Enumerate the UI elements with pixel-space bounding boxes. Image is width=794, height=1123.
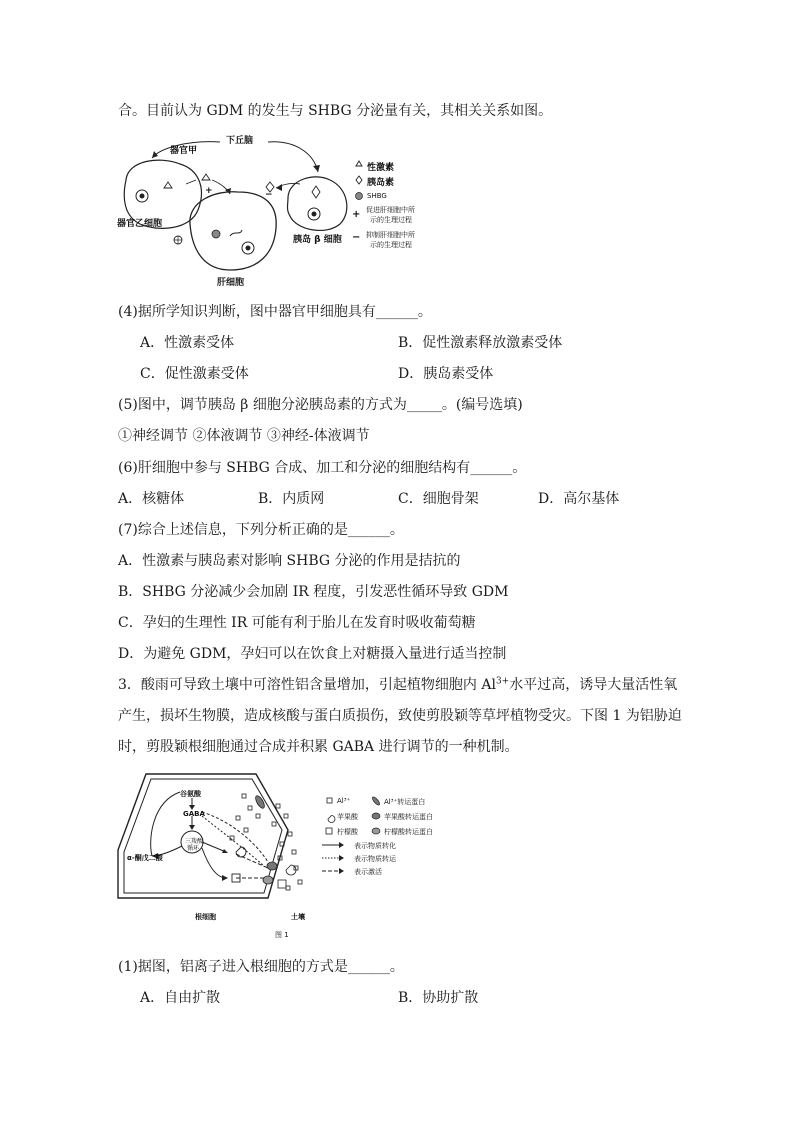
legend-al-icon <box>327 798 332 803</box>
q7-stem: (7)综合上述信息，下列分析正确的是______。 <box>118 522 404 538</box>
fig1-legend-plus-icon: + <box>352 209 361 220</box>
fig2-legend-malate: 苹果酸 <box>337 813 358 821</box>
q5-options: ①神经调节 ②体液调节 ③神经-体液调节 <box>118 428 370 444</box>
fig2-legend-al-transporter: Al³⁺转运蛋白 <box>384 798 426 806</box>
q4-option-d: D．胰岛素受体 <box>398 366 494 382</box>
q6-option-d: D．高尔基体 <box>538 491 620 507</box>
fig2-root-cell: 根细胞 <box>195 913 216 921</box>
fig2-legend-citrate-transporter: 柠檬酸转运蛋白 <box>384 828 433 836</box>
fig1-legend-insulin: 胰岛素 <box>367 178 395 188</box>
q7-option-b: B．SHBG 分泌减少会加剧 IR 程度，引发恶性循环导致 GDM <box>118 584 509 600</box>
legend-citrate-icon <box>326 828 332 834</box>
fig1-legend-minus-icon: − <box>352 232 361 243</box>
fig1-liver-cell: 肝细胞 <box>217 278 245 288</box>
fig1-organ-jia: 器官甲 <box>170 146 198 156</box>
fig2-legend-al: Al³⁺ <box>337 797 351 805</box>
liver-cell-outline <box>190 192 276 270</box>
fig1-legend-sex-hormone: 性激素 <box>367 163 395 173</box>
q7-option-a: A．性激素与胰岛素对影响 SHBG 分泌的作用是拮抗的 <box>118 553 461 569</box>
q6-option-b: B．内质网 <box>258 491 325 507</box>
q6-option-c: C．细胞骨架 <box>398 491 479 507</box>
fig2-gaba: GABA <box>183 810 205 818</box>
q1-option-a: A．自由扩散 <box>140 990 221 1006</box>
q7-option-d: D．为避免 GDM，孕妇可以在饮食上对糖摄入量进行适当控制 <box>118 646 507 662</box>
legend-malate-transporter-icon <box>372 813 380 819</box>
figure-gaba-mechanism <box>118 770 418 910</box>
legend-shbg-icon <box>356 193 363 200</box>
fig1-legend-inhibit-2: 示的生理过程 <box>370 241 412 249</box>
q3-line-3: 时，剪股颖根细胞通过合成并积累 GABA 进行调节的一种机制。 <box>118 739 519 755</box>
q4-option-c: C．促性激素受体 <box>140 366 249 382</box>
fig2-legend-malate-transporter: 苹果酸转运蛋白 <box>384 813 433 821</box>
fig2-legend-conversion: 表示物质转化 <box>354 842 396 850</box>
sex-hormone-triangle <box>164 182 172 188</box>
fig1-plus-sign: + <box>205 186 213 196</box>
q7-option-c: C．孕妇的生理性 IR 可能有利于胎儿在发育时吸收葡萄糖 <box>118 615 476 631</box>
fig1-islet-cell: 胰岛 β 细胞 <box>293 235 342 245</box>
q6-stem: (6)肝细胞中参与 SHBG 合成、加工和分泌的细胞结构有______。 <box>118 460 527 476</box>
fig1-hypothalamus: 下丘脑 <box>226 136 254 146</box>
fig1-legend-promote-1: 促进肝细胞中所 <box>366 206 415 214</box>
fig2-caption: 图 1 <box>275 931 289 939</box>
intro-text: 合。目前认为 GDM 的发生与 SHBG 分泌量有关，其相关关系如图。 <box>118 103 553 119</box>
fig2-legend-promote: 表示激活 <box>354 868 382 876</box>
citrate-transporter <box>263 876 273 884</box>
q4-stem: (4)据所学知识判断，图中器官甲细胞具有______。 <box>118 304 432 320</box>
malate-transporter <box>267 862 277 870</box>
fig1-legend-shbg: SHBG <box>367 192 387 200</box>
legend-triangle-icon <box>356 161 362 166</box>
legend-diamond-icon <box>356 176 362 184</box>
insulin-diamond <box>312 186 320 198</box>
q5-stem: (5)图中，调节胰岛 β 细胞分泌胰岛素的方式为_____。(编号选填) <box>118 397 523 413</box>
al-ions <box>230 794 302 890</box>
fig1-organ-yi-cell: 器官乙细胞 <box>117 219 163 229</box>
q1-option-b: B．协助扩散 <box>398 990 479 1006</box>
islet-beta-cell-outline <box>288 177 347 231</box>
q1-stem: (1)据图，铝离子进入根细胞的方式是______。 <box>118 959 404 975</box>
fig2-tca-2: 循环 <box>187 845 200 852</box>
fig1-legend-promote-2: 示的生理过程 <box>370 216 412 224</box>
malate-symbol <box>236 847 246 857</box>
fig2-legend-citrate: 柠檬酸 <box>337 828 358 836</box>
q4-option-a: A．性激素受体 <box>140 335 235 351</box>
fig2-legend-transport: 表示物质转运 <box>354 855 396 863</box>
fig1-legend-inhibit-1: 抑制肝细胞中所 <box>366 231 415 239</box>
q4-option-b: B．促性激素释放激素受体 <box>398 335 563 351</box>
legend-al-transporter-icon <box>371 796 380 806</box>
fig2-akg: α-酮戊二酸 <box>127 854 163 862</box>
fig1-minus-sign: − <box>265 190 273 200</box>
shbg-circle-in-liver <box>212 230 220 238</box>
fig2-glutamate: 谷氨酸 <box>180 790 201 798</box>
legend-malate-icon <box>328 816 335 823</box>
q3-line-2: 产生，损坏生物膜，造成核酸与蛋白质损伤，致使剪股颖等草坪植物受灾。下图 1 为铝胁迫 <box>118 708 682 724</box>
al-transporter <box>254 794 266 809</box>
fig2-tca-1: 三羧酸 <box>185 838 204 845</box>
fig2-soil: 土壤 <box>291 913 305 921</box>
q6-option-a: A．核糖体 <box>118 491 185 507</box>
legend-citrate-transporter-icon <box>372 828 380 834</box>
q3-line-1: 3．酸雨可导致土壤中可溶性铝含量增加，引起植物细胞内 $Al^{3+}$水平过高，诱导大量活性氧 <box>118 676 678 693</box>
